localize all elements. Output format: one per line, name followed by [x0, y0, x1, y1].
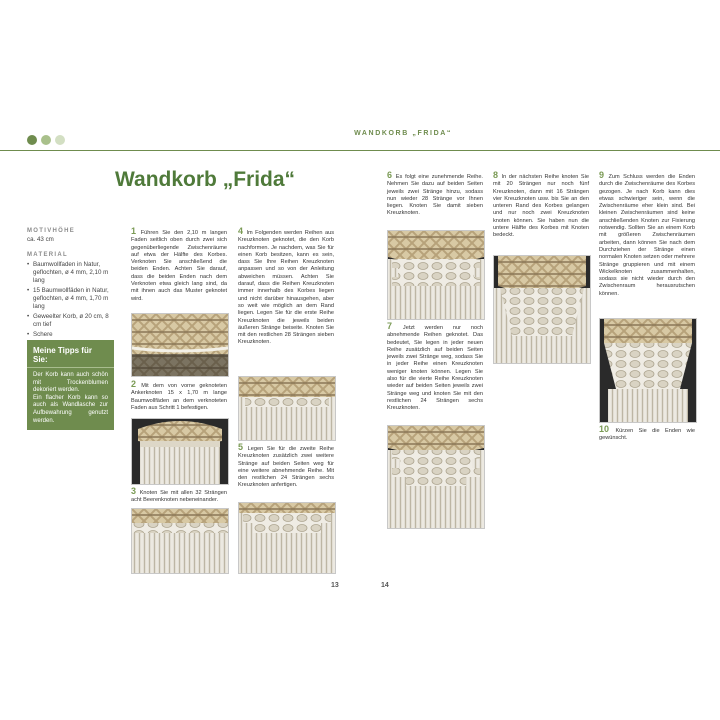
header-dot-3	[55, 135, 65, 145]
photo-step-4	[238, 376, 336, 441]
step-number: 7	[387, 321, 393, 331]
tips-text	[27, 368, 114, 429]
step-text: Zum Schluss werden die Enden durch die Zwischenräume des Korbes gezogen. Je nach Korb kann dies etwas schwieriger sein, wenn die Zwischenräume eher klein sind. Bei kleinen Zwischenräumen sind keine anschließenden Knoten zur Fixierung notwendig. Sollten Sie an einem Korb mit größeren Zwischenräumen arbeiten, dann können Sie nach dem Durchziehen der Stränge einen normalen Knoten setzen oder mehrere Stränge gruppieren und mit einem Wickelknoten zusammenhalten, sodass sie nicht wieder durch den Zwischenraum herausrutschen können.	[599, 174, 695, 297]
step-5	[238, 444, 334, 490]
motif-value: ca. 43 cm	[27, 236, 54, 243]
material-list	[27, 261, 117, 339]
photo-step-8	[493, 255, 591, 364]
step-text: Legen Sie für die zweite Reihe Kreuzknoten zusätzlich zwei weitere Stränge auf beiden Seiten weg für eine weitere abnehmende Reihe. Mit den restlichen 24 Strängen sechs Kreuzknoten anfertigen.	[238, 446, 335, 489]
material-item: • Geweelter Korb, ø 20 cm, 8 cm tief	[27, 313, 117, 329]
header-dot-2	[41, 135, 51, 145]
step-2	[131, 381, 227, 412]
photo-step-5	[238, 502, 336, 574]
step-3	[131, 488, 227, 505]
step-text: In der nächsten Reihe knoten Sie mit 20 Strängen nur noch fünf Kreuzknoten, dann mit 16 Strängen vier Kreuzknoten usw. bis Sie an den unteren Rand des Korbes gelangen und nur noch zwei Kreuzknoten knoten können. Sie haben nun die untere Hälfte des Korbes mit Knoten bedeckt.	[493, 174, 590, 239]
running-title: WANDKORB „FRIDA“	[354, 130, 452, 137]
step-number: 8	[493, 170, 499, 180]
header-rule	[0, 150, 720, 151]
step-text: Führen Sie den 2,10 m langen Faden seitlich oben durch zwei sich gegenüberliegende Zwischenräume auf etwa der Hälfte des Korbes. Verknoten Sie anschließend die beiden Enden. Achten Sie darauf, dass die beiden Enden nach dem Verknoten etwa gleich lang sind, da mit ihnen auch das Muster geknotet wird.	[131, 230, 227, 302]
step-number: 1	[131, 226, 137, 236]
header-dot-1	[27, 135, 37, 145]
tips-heading: Meine Tipps für Sie:	[27, 340, 114, 368]
photo-step-7	[387, 425, 485, 529]
page-number-right: 14	[381, 582, 389, 589]
step-text: Jetzt werden nur noch abnehmende Reihen geknotet. Das bedeutet, Sie legen in jeder neuen Reihe zusätzlich auf beiden Seiten jeweils zwei Stränge weg, sodass Sie in jeder Reihe einen Kreuzknoten weniger knoten können. Legen Sie also für die vierte Reihe Kreuzknoten wieder auf beiden Seiten jeweils zwei Stränge weg und knoten Sie mit den restlichen 24 Strängen sechs Kreuzknoten.	[387, 325, 483, 412]
step-8	[493, 172, 589, 240]
photo-step-2	[131, 418, 229, 485]
step-number: 3	[131, 486, 137, 496]
material-heading: MATERIAL	[27, 252, 68, 258]
step-6	[387, 172, 483, 218]
motif-heading: MOTIVHÖHE	[27, 228, 76, 234]
step-7	[387, 323, 483, 413]
step-1	[131, 228, 227, 303]
step-number: 2	[131, 379, 137, 389]
step-number: 4	[238, 226, 244, 236]
step-text: Mit dem von vorne geknoteten Ankerknoten 15 x 1,70 m lange Baumwollfäden an dem verknoteten Faden aus Schritt 1 befestigen.	[131, 383, 228, 411]
step-10	[599, 426, 695, 443]
tips-box	[27, 340, 114, 430]
material-item: • 15 Baumwollfäden in Natur, geflochten, ø 4 mm, 1,70 m lang	[27, 287, 117, 311]
step-text: Knoten Sie mit allen 32 Strängen acht Beerenknoten nebeneinander.	[131, 490, 227, 504]
step-text: Kürzen Sie die Enden wie gewünscht.	[599, 428, 695, 442]
step-number: 10	[599, 424, 610, 434]
step-9	[599, 172, 695, 298]
step-number: 6	[387, 170, 393, 180]
photo-step-6	[387, 230, 485, 320]
material-item: • Baumwollfaden in Natur, geflochten, ø 4 mm, 2,10 m lang	[27, 261, 117, 285]
step-4	[238, 228, 334, 347]
step-text: Im Folgenden werden Reihen aus Kreuzknoten geknotet, die den Korb nachformen. Je nachdem, was Sie für einen Korb besitzen, kann es sein, dass Sie Ihre Reihen Kreuzknoten anpassen und so von der Anleitung abweichen müssen. Achten Sie darauf, dass die Reihen Kreuzknoten immer innerhalb des Korbes liegen und nicht darüber hinausgehen, aber so weit wie möglich an dem Rand liegen. Legen Sie für die erste Reihe Kreuzknoten die jeweils beiden äußeren Stränge beiseite. Knoten Sie mit den restlichen 28 Strängen sieben Kreuzknoten.	[238, 230, 334, 346]
tips-text-2: Ein flacher Korb kann so auch als Wandlasche zur Aufbewahrung genutzt werden.	[33, 394, 108, 424]
page-number-left: 13	[331, 582, 339, 589]
photo-step-1	[131, 313, 229, 377]
sidebar	[27, 228, 117, 341]
page-title: Wandkorb „Frida“	[115, 168, 296, 191]
tips-text-1: Der Korb kann auch schön mit Trockenblumen dekoriert werden.	[33, 372, 108, 394]
step-number: 9	[599, 170, 605, 180]
material-item: • Schere	[27, 331, 117, 339]
photo-step-3	[131, 508, 229, 574]
step-text: Es folgt eine zunehmende Reihe. Nehmen Sie dazu auf beiden Seiten jeweils zwei Stränge hinzu, sodass nun wieder 28 Stränge vor Ihnen liegen. Knoten Sie damit sieben Kreuzknoten.	[387, 174, 483, 217]
photo-step-9	[599, 318, 697, 423]
step-number: 5	[238, 442, 244, 452]
